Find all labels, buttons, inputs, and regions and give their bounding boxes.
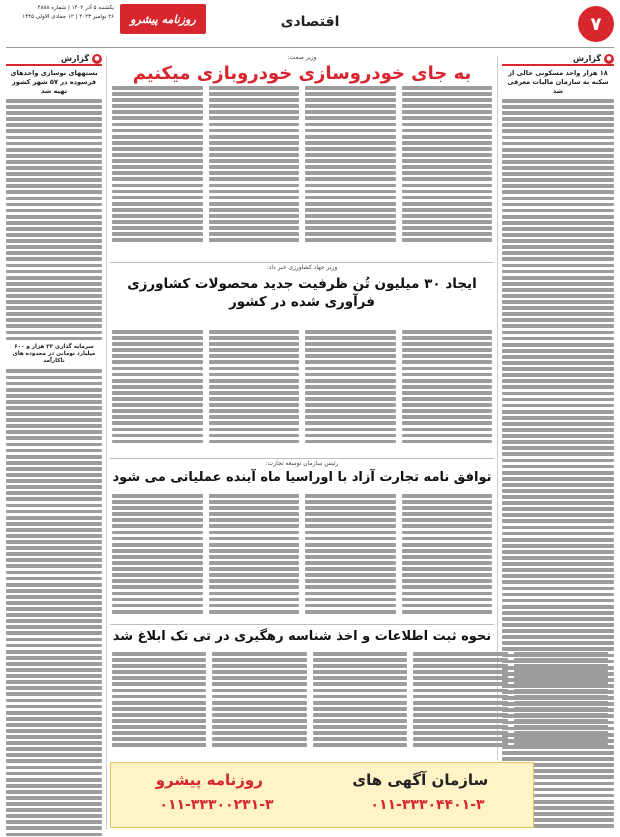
ad-title-row	[111, 763, 533, 797]
report-icon: ●	[92, 54, 102, 64]
left-column-divider	[106, 56, 107, 829]
article-1	[112, 54, 492, 85]
left-column-tag	[6, 54, 102, 66]
ad-brand: روزنامه پیشرو	[155, 771, 263, 789]
article-1-body	[112, 86, 492, 258]
right-column-title: ۱۸ هزار واحد مسکونی خالی از سکنه به سازمان مالیات معرفی شد	[507, 69, 609, 95]
left-column-title: بستههای نوسازی واحدهای فرسوده در ۵۷ شهر کشور تهیه شد	[10, 69, 98, 95]
masthead	[6, 4, 614, 48]
right-column-tag	[502, 54, 614, 66]
article-3	[112, 460, 492, 487]
article-4-body	[112, 652, 608, 756]
ad-title: سازمان آگهی های	[352, 771, 489, 789]
ad-phone-2: ۰۱۱-۳۳۳۰۴۴۰۱-۳	[370, 797, 485, 813]
page-number-badge: ۷	[578, 6, 614, 42]
article-2-body	[112, 330, 492, 454]
article-1-headline: به جای خودروسازی خودروبازی میکنیم	[132, 63, 472, 84]
article-2-headline-1: ایجاد ۳۰ میلیون تُن ظرفیت جدید محصولات کشاورزی	[127, 276, 477, 292]
date-line-1: یکشنبه ۵ آذر ۱۴۰۲ | شماره ۴۸۸۸	[37, 5, 114, 11]
left-column	[6, 54, 102, 829]
article-3-kicker: رئیس سازمان توسعه تجارت:	[265, 460, 339, 467]
ad-phones	[111, 797, 533, 813]
divider-2	[110, 458, 494, 459]
logo-block	[6, 4, 206, 44]
divider-1	[110, 262, 494, 263]
ad-phone-1: ۰۱۱-۳۳۳۰۰۲۳۱-۳	[159, 797, 274, 813]
article-3-headline: توافق نامه تجارت آزاد با اوراسیا ماه آینده عملیاتی می شود	[112, 470, 492, 485]
article-4-headline: نحوه ثبت اطلاعات و اخذ شناسه رهگیری در تی تک ابلاغ شد	[112, 629, 492, 644]
article-2	[112, 264, 492, 311]
article-1-kicker: وزیر صمت:	[287, 54, 317, 61]
section-title: اقتصادی	[280, 14, 340, 30]
article-3-body	[112, 494, 492, 620]
article-2-kicker: وزیر جهاد کشاورزی خبر داد:	[266, 264, 338, 271]
article-4	[112, 628, 492, 646]
right-column-tag-label: گزارش	[572, 54, 601, 63]
divider-3	[110, 624, 494, 625]
left-column-tag-label: گزارش	[60, 54, 89, 63]
article-2-headline-2: فرآوری شده در کشور	[228, 294, 376, 310]
date-line-2: ۲۶ نوامبر ۲۰۲۳ | ۱۲ جمادی الاولی ۱۴۴۵	[22, 14, 114, 20]
advertising-box	[110, 762, 534, 828]
report-icon: ●	[604, 54, 614, 64]
left-column-subhead: سرمایه گذاری ۳۳ هزار و ۶۰۰ میلیارد تومانی در محدوده های ناکارآمد	[12, 344, 96, 365]
left-column-body-2	[6, 369, 102, 837]
newspaper-logo: روزنامه پیشرو	[120, 4, 206, 34]
left-column-body-1	[6, 99, 102, 340]
date-info	[22, 4, 114, 22]
